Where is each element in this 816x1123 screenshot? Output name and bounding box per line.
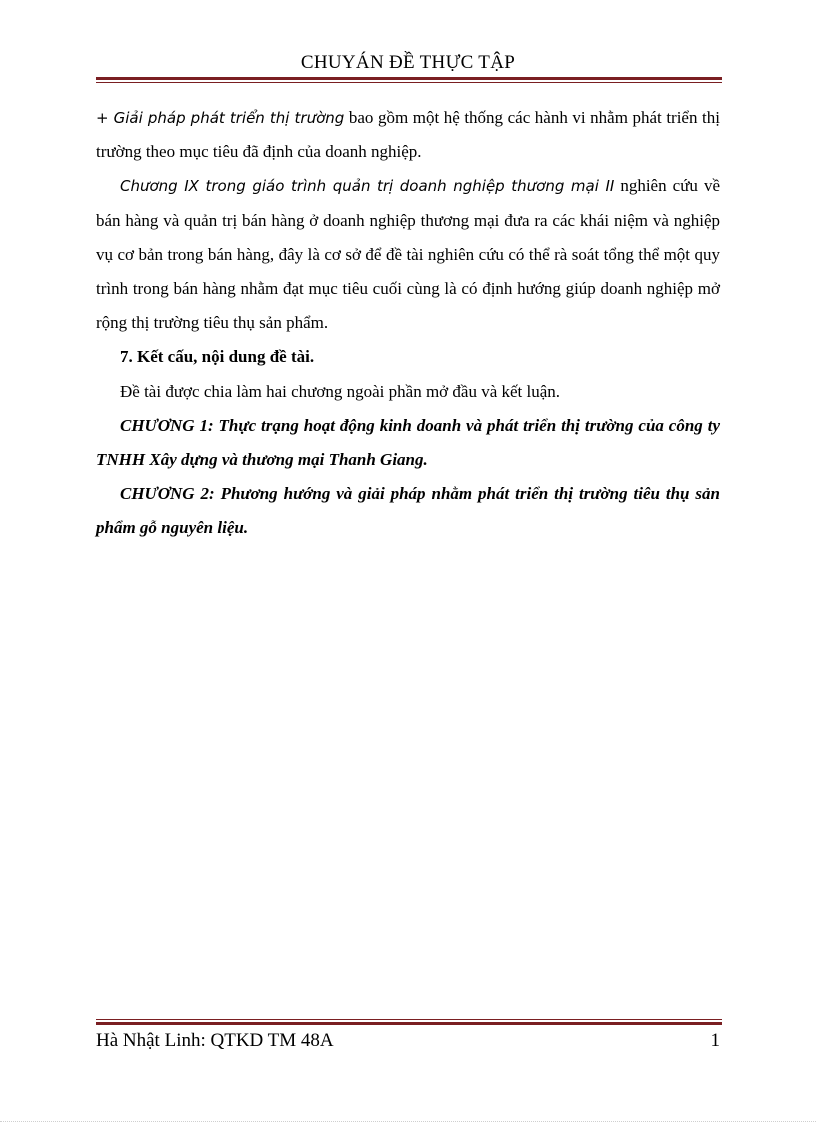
paragraph-text: nghiên cứu về bán hàng và quản trị bán hàng ở doanh nghiệp thương mại đưa ra các khái niệm và nghiệp vụ cơ bản trong bán hàng, đây là cơ sở để đề tài nghiên cứu có thể rà soát tổng thể một quy trình trong bán hàng nhằm đạt mục tiêu cuối cùng là có định hướng giúp doanh nghiệp mở rộng thị trường tiêu thụ sản phẩm. [96, 176, 720, 333]
paragraph-lead-italic: + Giải pháp phát triển thị trường [96, 109, 345, 127]
paragraph-chapter-ix [96, 169, 720, 340]
chapter-2-title: CHƯƠNG 2: Phương hướng và giải pháp nhằm phát triển thị trường tiêu thụ sản phẩm gỗ nguyên liệu. [96, 484, 720, 538]
footer-rule-thick [96, 1022, 722, 1025]
header-rule-thick [96, 77, 722, 80]
chapter-1-title: CHƯƠNG 1: Thực trạng hoạt động kinh doanh và phát triển thị trường của công ty TNHH Xây dựng và thương mại Thanh Giang. [96, 415, 720, 470]
footer-page-number: 1 [710, 1030, 720, 1051]
paragraph-structure: Đề tài được chia làm hai chương ngoài phần mở đầu và kết luận. [120, 381, 561, 401]
page-header-title: CHUYÁN ĐỀ THỰC TẬP [300, 52, 516, 73]
section-heading: 7. Kết cấu, nội dung đề tài. [120, 347, 315, 367]
footer-author: Hà Nhật Linh: QTKD TM 48A [96, 1030, 334, 1051]
header-rule-thin [96, 82, 722, 83]
document-body [96, 101, 720, 546]
header-rule [96, 77, 722, 83]
footer-rule [96, 1019, 722, 1025]
paragraph-lead-italic: Chương IX trong giáo trình quản trị doanh nghiệp thương mại II [120, 177, 615, 196]
paragraph-text: bao gồm một hệ thống các hành vi nhằm phát triển thị trường theo mục tiêu đã định của doanh nghiệp. [96, 108, 720, 162]
page-bottom-border [0, 1121, 816, 1122]
footer-rule-thin [96, 1019, 722, 1020]
paragraph-market-solution [96, 101, 720, 169]
